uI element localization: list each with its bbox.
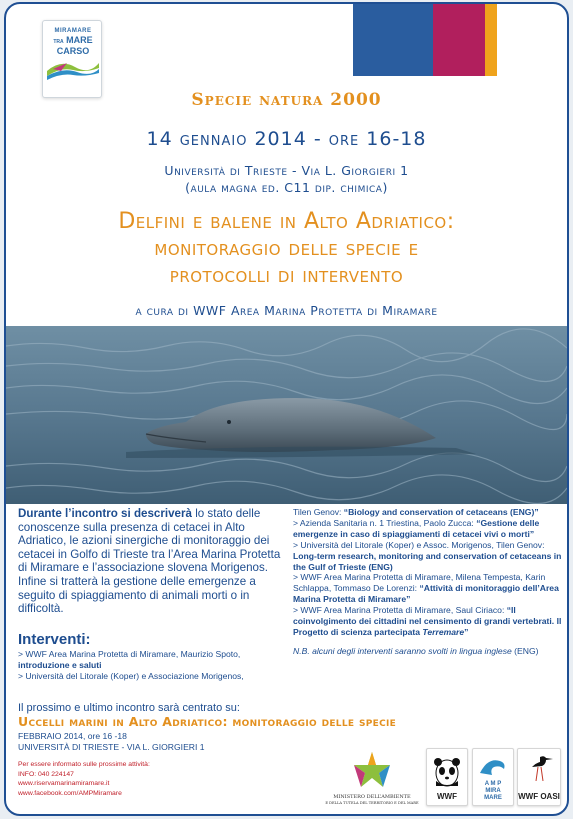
speaker-item: Tilen Genov: “Biology and conservation of cetaceans (ENG)” <box>293 507 539 517</box>
wwf-label: WWF <box>437 792 457 801</box>
info-line1: Per essere informato sulle prossime attività: <box>18 761 150 768</box>
amp-label: A M P <box>484 781 502 787</box>
logo-line3: CARSO <box>56 46 90 56</box>
intro-text <box>18 507 290 616</box>
event-date: 14 gennaio 2014 - ore 16-18 <box>146 128 427 150</box>
next-meeting-date: FEBBRAIO 2014, ore 16 -18 <box>18 731 127 741</box>
panda-icon <box>432 755 462 789</box>
amp-label-3: MARE <box>484 795 502 801</box>
logo-line1: MIRAMARE <box>54 28 92 34</box>
main-title-line2: monitoraggio delle specie e <box>154 236 419 261</box>
venue <box>6 162 567 196</box>
series-title: Specie natura 2000 <box>191 90 382 110</box>
info-block <box>18 760 150 798</box>
ministry-logo <box>322 750 422 806</box>
info-facebook-link[interactable]: www.facebook.com/AMPMiramare <box>18 789 122 797</box>
next-meeting-details <box>18 731 205 753</box>
venue-line2: (aula magna ed. C11 dip. chimica) <box>185 180 388 195</box>
main-title <box>6 208 567 289</box>
speaker-item: > Università del Litorale (Koper) e Assoc. Morigenos, Tilen Genov: Long-term research, monitoring and conservation of cetaceans in the Gulf of Trieste (ENG) <box>293 539 562 572</box>
stilt-bird-icon <box>522 753 556 781</box>
venue-line1: Università di Trieste - Via L. Giorgieri 1 <box>164 163 409 178</box>
info-phone: INFO: 040 224147 <box>18 770 74 778</box>
ministry-star-icon <box>350 750 394 790</box>
next-meeting-intro: Il prossimo e ultimo incontro sarà centrato su: <box>18 702 240 714</box>
main-title-line3: protocolli di intervento <box>169 263 404 288</box>
ministry-line1: MINISTERO DELL’AMBIENTE <box>333 794 411 800</box>
logo-line2: TRA MARE <box>53 35 93 45</box>
next-meeting-title: Uccelli marini in Alto Adriatico: monitoraggio delle specie <box>18 714 397 729</box>
intro-bold: Durante l’incontro si descriverà <box>18 507 192 520</box>
dolphin-photo <box>6 326 567 504</box>
speaker-item: > Azienda Sanitaria n. 1 Triestina, Paolo Zucca: “Gestione delle emergenze in caso di spiaggiamenti di cetacei vivi o morti” <box>293 517 540 539</box>
bar-blue <box>353 4 433 76</box>
ministry-line2: E DELLA TUTELA DEL TERRITORIO E DEL MARE <box>325 801 419 805</box>
bar-orange <box>485 4 497 76</box>
poster <box>4 2 569 816</box>
logo-waves-icon <box>47 57 99 81</box>
interventi-heading: Interventi: <box>18 631 91 648</box>
interventi-list <box>18 649 290 681</box>
bar-magenta <box>433 4 485 76</box>
amp-label-2: MIRA <box>485 788 501 794</box>
wwf-logo <box>426 748 468 806</box>
speaker-item: > WWF Area Marina Protetta di Miramare, Saul Ciriaco: “Il coinvolgimento dei cittadini nel censimento di grandi vertebrati. Il Progetto di scienza partecipata Terremare” <box>293 605 562 637</box>
language-note: N.B. alcuni degli interventi saranno svolti in lingua inglese (ENG) <box>293 645 539 656</box>
wwf-oasi-label: WWF OASI <box>518 792 560 801</box>
miramare-logo <box>42 20 102 98</box>
interventi-item: > Università del Litorale (Koper) e Associazione Morigenos, <box>18 670 244 681</box>
curated-by: a cura di WWF Area Marina Protetta di Miramare <box>135 303 438 318</box>
speakers-column <box>293 507 563 657</box>
info-website-link[interactable]: www.riservamarinamiramare.it <box>18 780 110 788</box>
intro-rest: lo stato delle conoscenze sulla presenza di cetacei in Alto Adriatico, le azioni sinergiche di monitoraggio dei cetacei in Golfo di Trieste tra l’Area Marina Protetta di Miramare e l’associazione slovena Morigenos. Infine si tratterà la gestione delle emergenze a seguito di spiaggiamento di animali morti o in difficoltà. <box>18 507 281 616</box>
amp-miramare-logo <box>472 748 514 806</box>
speaker-item: > WWF Area Marina Protetta di Miramare, Milena Tempesta, Karin Schlappa, Tommaso De Lorenzi: “Attività di monitoraggio dell’Area Marina Protetta di Miramare” <box>293 572 559 605</box>
wwf-oasi-logo <box>517 748 561 806</box>
next-meeting-venue: UNIVERSITÀ DI TRIESTE - VIA L. GIORGIERI 1 <box>18 742 205 752</box>
amp-wave-icon <box>478 755 508 779</box>
main-title-line1: Delfini e balene in Alto Adriatico: <box>118 209 455 234</box>
header-color-bars <box>353 4 497 76</box>
interventi-item: > WWF Area Marina Protetta di Miramare, Maurizio Spoto, introduzione e saluti <box>18 649 241 670</box>
